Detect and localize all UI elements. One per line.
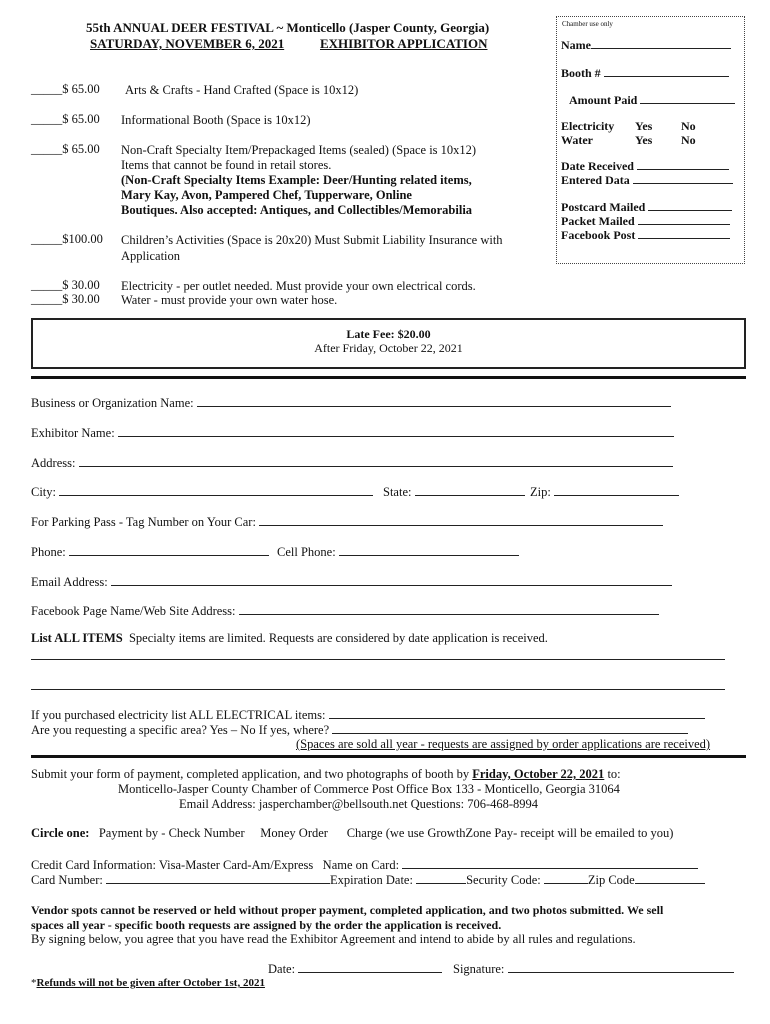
office-electricity-label: Electricity xyxy=(561,119,615,133)
payment-options: Circle one: Payment by - Check Number Money Order Charge (we use GrowthZone Pay- receipt will be emailed to you) xyxy=(31,826,674,840)
agreement-text: By signing below, you agree that you have read the Exhibitor Agreement and intend to abide by all rules and regulations. xyxy=(31,932,636,946)
list-items-line-1[interactable] xyxy=(31,648,725,660)
office-entered-data-label: Entered Data xyxy=(561,172,733,188)
item-desc-children: Children’s Activities (Space is 20x20) Must Submit Liability Insurance with xyxy=(121,233,503,247)
exhibitor-name-row: Exhibitor Name: xyxy=(31,425,674,441)
office-packet-mailed-label: Packet Mailed xyxy=(561,213,730,229)
item-desc-noncraft-example-1: (Non-Craft Specialty Items Example: Deer/Hunting related items, xyxy=(121,173,472,187)
business-name-row: Business or Organization Name: xyxy=(31,395,671,411)
state-row: State: xyxy=(383,484,525,500)
date-input[interactable] xyxy=(298,961,442,973)
city-input[interactable] xyxy=(59,484,373,496)
festival-title: 55th ANNUAL DEER FESTIVAL ~ Monticello (Jasper County, Georgia) xyxy=(86,20,490,35)
signature-row: Signature: xyxy=(453,961,734,977)
item-desc-info-booth: Informational Booth (Space is 10x12) xyxy=(121,113,311,127)
address-input[interactable] xyxy=(79,455,673,467)
phone-input[interactable] xyxy=(69,544,269,556)
cell-phone-input[interactable] xyxy=(339,544,519,556)
item-price-electricity[interactable]: _____$ 30.00 xyxy=(31,278,100,292)
parking-tag-input[interactable] xyxy=(259,514,663,526)
facebook-row: Facebook Page Name/Web Site Address: xyxy=(31,603,659,619)
exhibitor-name-input[interactable] xyxy=(118,425,674,437)
item-desc-children-2: Application xyxy=(121,249,181,263)
office-name-label: Name xyxy=(561,37,731,53)
item-price-info-booth[interactable]: _____$ 65.00 xyxy=(31,112,100,126)
item-desc-water: Water - must provide your own water hose. xyxy=(121,293,338,307)
facebook-input[interactable] xyxy=(239,603,659,615)
cell-row: Cell Phone: xyxy=(277,544,519,560)
name-on-card-input[interactable] xyxy=(402,857,698,869)
city-row: City: xyxy=(31,484,373,500)
divider-bottom xyxy=(31,755,746,758)
state-input[interactable] xyxy=(415,484,525,496)
card-info-row: Credit Card Information: Visa-Master Card-Am/Express Name on Card: xyxy=(31,857,698,873)
spaces-note: (Spaces are sold all year - requests are assigned by order applications are received) xyxy=(296,737,711,751)
payment-check-option[interactable]: Payment by - Check Number xyxy=(98,826,245,840)
payment-charge-option[interactable]: Charge (we use GrowthZone Pay- receipt will be emailed to you) xyxy=(346,826,674,840)
item-desc-electricity: Electricity - per outlet needed. Must provide your own electrical cords. xyxy=(121,279,476,293)
card-number-row: Card Number: Expiration Date: Security Code: Zip Code xyxy=(31,872,705,888)
office-water-no: No xyxy=(681,133,696,147)
event-date: SATURDAY, NOVEMBER 6, 2021 xyxy=(90,36,285,51)
office-electricity-yes: Yes xyxy=(635,119,653,133)
electrical-items-row: If you purchased electricity list ALL ELECTRICAL items: xyxy=(31,707,705,723)
email-input[interactable] xyxy=(111,574,672,586)
list-items-line-2[interactable] xyxy=(31,678,725,690)
date-row: Date: xyxy=(268,961,442,977)
vendor-notice-2: spaces all year - specific booth requests are assigned by the order the application is received. xyxy=(31,918,502,932)
chamber-use-caption: Chamber use only xyxy=(562,20,613,28)
business-name-input[interactable] xyxy=(197,395,671,407)
office-booth-label: Booth # xyxy=(561,65,729,81)
address-row: Address: xyxy=(31,455,673,471)
phone-row: Phone: xyxy=(31,544,269,560)
office-water-label: Water xyxy=(561,133,593,147)
item-desc-noncraft-example-3: Boutiques. Also accepted: Antiques, and Collectibles/Memorabilia xyxy=(121,203,473,217)
refund-notice: *Refunds will not be given after October 1st, 2021 xyxy=(31,977,265,989)
chamber-address: Monticello-Jasper County Chamber of Commerce Post Office Box 133 - Monticello, Georgia 31064 xyxy=(118,782,620,796)
item-price-children[interactable]: _____$100.00 xyxy=(31,232,103,246)
card-zip-input[interactable] xyxy=(635,872,705,884)
zip-input[interactable] xyxy=(554,484,679,496)
card-number-input[interactable] xyxy=(106,872,330,884)
vendor-notice-1: Vendor spots cannot be reserved or held without proper payment, completed application, and two photos submitted. We sell xyxy=(31,903,664,917)
item-desc-arts: Arts & Crafts - Hand Crafted (Space is 10x12) xyxy=(125,83,359,97)
item-desc-noncraft: Non-Craft Specialty Item/Prepackaged Items (sealed) (Space is 10x12) xyxy=(121,143,477,157)
item-desc-noncraft-2: Items that cannot be found in retail stores. xyxy=(121,158,332,172)
chamber-use-box xyxy=(556,16,745,264)
zip-row: Zip: xyxy=(530,484,679,500)
submit-instructions: Submit your form of payment, completed application, and two photographs of booth by Friday, October 22, 2021 to: xyxy=(31,767,621,781)
late-fee-label: Late Fee: $20.00 xyxy=(346,327,431,341)
late-fee-note: After Friday, October 22, 2021 xyxy=(314,341,463,355)
office-water-yes: Yes xyxy=(635,133,653,147)
item-price-noncraft[interactable]: _____$ 65.00 xyxy=(31,142,100,156)
office-postcard-mailed-label: Postcard Mailed xyxy=(561,199,732,215)
email-row: Email Address: xyxy=(31,574,672,590)
signature-input[interactable] xyxy=(508,961,734,973)
contact-info: Email Address: jasperchamber@bellsouth.net Questions: 706-468-8994 xyxy=(179,797,539,811)
parking-row: For Parking Pass - Tag Number on Your Car: xyxy=(31,514,663,530)
office-amount-paid-label: Amount Paid xyxy=(569,92,735,108)
security-code-input[interactable] xyxy=(544,872,588,884)
office-electricity-no: No xyxy=(681,119,696,133)
electrical-items-input[interactable] xyxy=(329,707,705,719)
specific-area-input[interactable] xyxy=(332,722,688,734)
list-items-heading: List ALL ITEMS Specialty items are limited. Requests are considered by date application is received. xyxy=(31,631,548,645)
specific-area-row: Are you requesting a specific area? Yes – No If yes, where? xyxy=(31,722,688,738)
application-title: EXHIBITOR APPLICATION xyxy=(320,36,488,51)
payment-money-order-option[interactable]: Money Order xyxy=(260,826,328,840)
divider-top xyxy=(31,376,746,379)
item-price-water[interactable]: _____$ 30.00 xyxy=(31,292,100,306)
item-desc-noncraft-example-2: Mary Kay, Avon, Pampered Chef, Tupperware, Online xyxy=(121,188,412,202)
late-fee-box xyxy=(31,318,746,369)
item-price-arts[interactable]: _____$ 65.00 xyxy=(31,82,100,96)
expiration-input[interactable] xyxy=(416,872,466,884)
office-date-received-label: Date Received xyxy=(561,158,729,174)
office-facebook-post-label: Facebook Post xyxy=(561,227,730,243)
